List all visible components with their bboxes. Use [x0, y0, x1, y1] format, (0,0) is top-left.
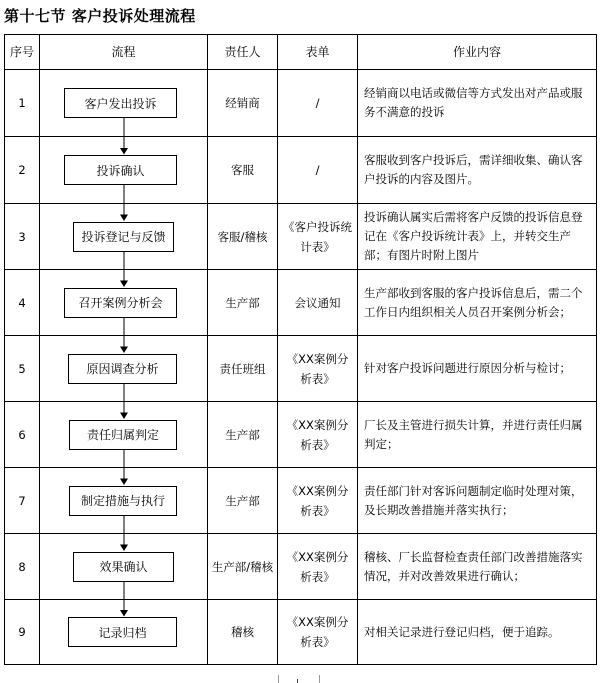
row-form: 《客户投诉统计表》 — [278, 204, 358, 270]
row-form: / — [278, 137, 358, 204]
row-owner: 生产部 — [208, 468, 278, 534]
row-content: 投诉确认属实后需将客户反馈的投诉信息登记在《客户投诉统计表》上，并转交生产部；有图片时附上图片 — [358, 204, 597, 270]
row-owner: 经销商 — [208, 70, 278, 137]
row-form: 《XX案例分析表》 — [278, 600, 358, 665]
header-seq: 序号 — [5, 35, 40, 70]
flow-step-box: 原因调查分析 — [68, 354, 177, 384]
flow-step-box: 召开案例分析会 — [64, 288, 177, 318]
row-owner: 稽核 — [208, 600, 278, 665]
row-seq: 2 — [5, 137, 40, 204]
row-owner: 客服 — [208, 137, 278, 204]
row-content: 客服收到客户投诉后，需详细收集、确认客户投诉的内容及图片。 — [358, 137, 597, 204]
row-content: 经销商以电话或微信等方式发出对产品或服务不满意的投诉 — [358, 70, 597, 137]
row-form: 《XX案例分析表》 — [278, 534, 358, 600]
flow-step-box: 记录归档 — [68, 617, 177, 647]
row-owner: 客服/稽核 — [208, 204, 278, 270]
row-form: 会议通知 — [278, 270, 358, 336]
row-seq: 3 — [5, 204, 40, 270]
header-owner: 责任人 — [208, 35, 278, 70]
flow-step-box: 投诉登记与反馈 — [73, 222, 174, 252]
page-footer-stub — [278, 675, 320, 683]
row-seq: 9 — [5, 600, 40, 665]
header-row — [5, 35, 597, 70]
row-seq: 7 — [5, 468, 40, 534]
row-content: 稽核、厂长监督检查责任部门改善措施落实情况，并对改善效果进行确认； — [358, 534, 597, 600]
header-content: 作业内容 — [358, 35, 597, 70]
row-seq: 8 — [5, 534, 40, 600]
row-content: 责任部门针对客诉问题制定临时处理对策，及长期改善措施并落实执行； — [358, 468, 597, 534]
row-seq: 6 — [5, 402, 40, 468]
row-form: / — [278, 70, 358, 137]
row-seq: 4 — [5, 270, 40, 336]
flow-step-box: 投诉确认 — [64, 155, 177, 185]
flow-step-box: 责任归属判定 — [69, 420, 177, 450]
header-flow: 流程 — [40, 35, 208, 70]
row-content: 厂长及主管进行损失计算，并进行责任归属判定； — [358, 402, 597, 468]
row-owner: 责任班组 — [208, 336, 278, 402]
page-footer-mark — [297, 679, 298, 683]
flow-step-box: 客户发出投诉 — [64, 88, 177, 118]
row-owner: 生产部 — [208, 402, 278, 468]
row-form: 《XX案例分析表》 — [278, 468, 358, 534]
row-content: 生产部收到客服的客户投诉信息后，需二个工作日内组织相关人员召开案例分析会； — [358, 270, 597, 336]
flow-step-box: 制定措施与执行 — [69, 486, 177, 516]
row-content: 对相关记录进行登记归档，便于追踪。 — [358, 600, 597, 665]
row-seq: 5 — [5, 336, 40, 402]
header-form: 表单 — [278, 35, 358, 70]
row-owner: 生产部/稽核 — [208, 534, 278, 600]
row-form: 《XX案例分析表》 — [278, 402, 358, 468]
row-content: 针对客户投诉问题进行原因分析与检讨； — [358, 336, 597, 402]
row-form: 《XX案例分析表》 — [278, 336, 358, 402]
flow-step-box: 效果确认 — [73, 552, 174, 582]
row-seq: 1 — [5, 70, 40, 137]
page-title: 第十七节 客户投诉处理流程 — [4, 7, 196, 25]
row-owner: 生产部 — [208, 270, 278, 336]
